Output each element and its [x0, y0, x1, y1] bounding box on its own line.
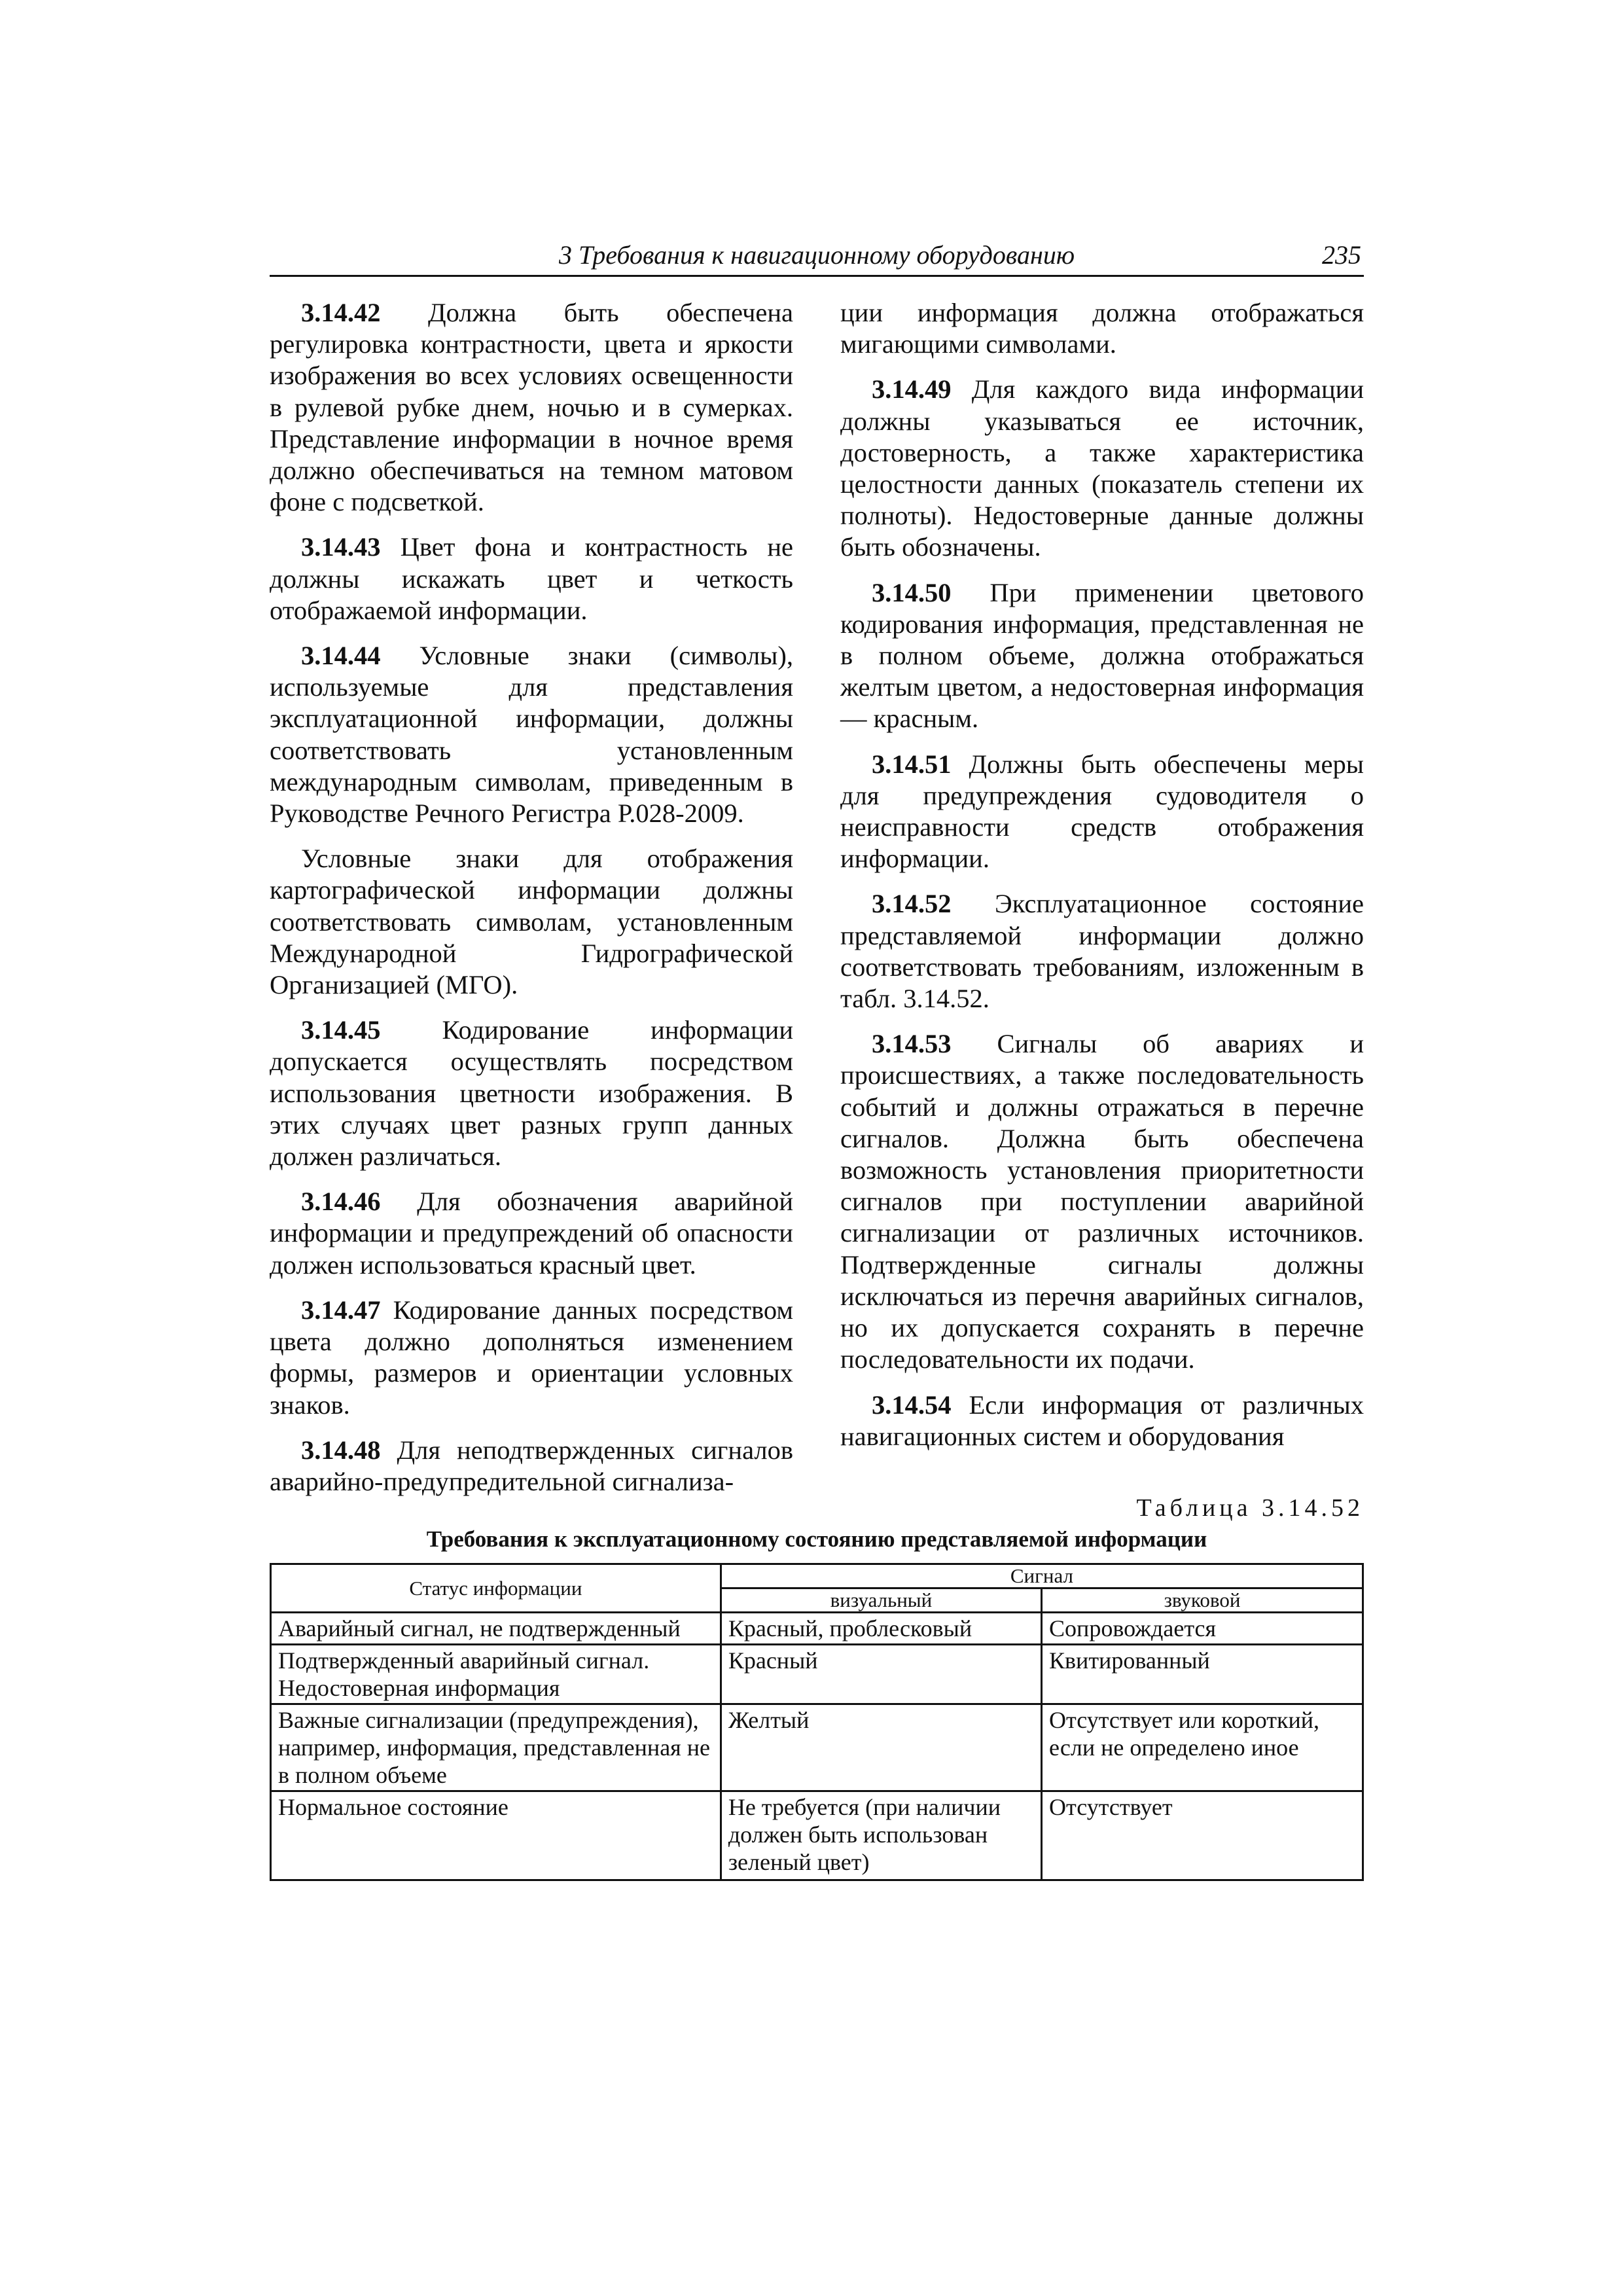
paragraph [270, 1014, 793, 1172]
cell-status: Подтвержденный аварийный сигнал. Недостоверная информация [271, 1645, 721, 1704]
clause-number: 3.14.52 [872, 889, 952, 919]
paragraph-text: Для неподтвержденных сигналов аварийно-предупредительной сигнализа- [270, 1435, 793, 1496]
header-signal: Сигнал [721, 1564, 1363, 1588]
paragraph [270, 531, 793, 626]
paragraph-text: Условные знаки (символы), используемые для представления эксплуатационной информации, должны соответствовать установленным международным символам, приведенным в Руководстве Речного Регистра Р.028-2009. [270, 641, 793, 829]
clause-number: 3.14.48 [301, 1435, 381, 1465]
running-header [270, 237, 1364, 277]
clause-number: 3.14.47 [301, 1295, 381, 1325]
header-visual: визуальный [721, 1588, 1041, 1613]
cell-visual: Красный [721, 1645, 1041, 1704]
paragraph-text: Условные знаки для отображения картографической информации должны соответствовать символам, установленным Международной Гидрографической Организацией (МГО). [270, 844, 793, 1000]
paragraph-text: Цвет фона и контрастность не должны искажать цвет и четкость отображаемой информации. [270, 532, 793, 625]
table-row [271, 1645, 1363, 1704]
paragraph [840, 888, 1364, 1014]
cell-status: Важные сигнализации (предупреждения), например, информация, представленная не в полном объеме [271, 1704, 721, 1791]
paragraph-text: Эксплуатационное состояние представляемой информации должно соответствовать требованиям, изложенным в табл. 3.14.52. [840, 889, 1364, 1014]
paragraph [270, 1295, 793, 1421]
paragraph-text: Для каждого вида информации должны указываться ее источник, достоверность, а также характеристика целостности данных (показатель степени их полноты). Недостоверные данные должны быть обозначены. [840, 374, 1364, 562]
paragraph [840, 374, 1364, 563]
paragraph-text: Кодирование информации допускается осуществлять посредством использования цветности изображения. В этих случаях цвет разных групп данных должен различаться. [270, 1015, 793, 1172]
paragraph-text: При применении цветового кодирования информация, представленная не в полном объеме, должна отображаться желтым цветом, а недостоверная информация — красным. [840, 577, 1364, 734]
page-number: 235 [1322, 240, 1361, 270]
table-row [271, 1791, 1363, 1880]
paragraph-text: ции информация должна отображаться мигающими символами. [840, 298, 1364, 359]
paragraph [270, 1186, 793, 1281]
table-title: Требования к эксплуатационному состоянию представляемой информации [426, 1526, 1207, 1552]
clause-number: 3.14.50 [872, 577, 952, 607]
clause-number: 3.14.51 [872, 749, 952, 779]
paragraph [840, 749, 1364, 875]
paragraph-text: Кодирование данных посредством цвета должно дополняться изменением формы, размеров и ориентации условных знаков. [270, 1295, 793, 1420]
clause-number: 3.14.42 [301, 298, 381, 327]
paragraph [270, 1435, 793, 1498]
paragraph [270, 297, 793, 518]
cell-visual: Красный, проблесковый [721, 1613, 1041, 1645]
paragraph [270, 843, 793, 1001]
table-caption: Таблица 3.14.52 [1136, 1494, 1364, 1522]
clause-number: 3.14.54 [872, 1390, 952, 1420]
cell-audio: Сопровождается [1042, 1613, 1363, 1645]
cell-status: Аварийный сигнал, не подтвержденный [271, 1613, 721, 1645]
cell-audio: Отсутствует или короткий, если не определено иное [1042, 1704, 1363, 1791]
clause-number: 3.14.44 [301, 641, 381, 671]
cell-visual: Не требуется (при наличии должен быть использован зеленый цвет) [721, 1791, 1041, 1880]
paragraph-text: Должна быть обеспечена регулировка контрастности, цвета и яркости изображения во всех условиях освещенности в рулевой рубке днем, ночью и в сумерках. Представление информации в ночное время должно обеспечиваться на темном матовом фоне с подсветкой. [270, 298, 793, 517]
paragraph-text: Сигналы об авариях и происшествиях, а также последовательность событий и должны отражаться в перечне сигналов. Должна быть обеспечена возможность установления приоритетности сигналов при поступлении аварийной сигнализации от различных источников. Подтвержденные сигналы должны исключаться из перечня аварийных сигналов, но их допускается сохранять в перечне последовательности их подачи. [840, 1029, 1364, 1374]
header-status: Статус информации [271, 1564, 721, 1613]
paragraph [840, 577, 1364, 735]
clause-number: 3.14.49 [872, 374, 952, 404]
paragraph [840, 1028, 1364, 1375]
header-title: 3 Требования к навигационному оборудованию [558, 240, 1075, 270]
right-column [840, 297, 1364, 1466]
paragraph [840, 1390, 1364, 1452]
cell-visual: Желтый [721, 1704, 1041, 1791]
clause-number: 3.14.43 [301, 532, 381, 562]
cell-audio: Квитированный [1042, 1645, 1363, 1704]
clause-number: 3.14.45 [301, 1015, 381, 1045]
left-column [270, 297, 793, 1511]
requirements-table [270, 1563, 1364, 1881]
paragraph-text: Должны быть обеспечены меры для предупреждения судоводителя о неисправности средств отображения информации. [840, 749, 1364, 874]
cell-audio: Отсутствует [1042, 1791, 1363, 1880]
header-audio: звуковой [1042, 1588, 1363, 1613]
clause-number: 3.14.53 [872, 1029, 952, 1059]
clause-number: 3.14.46 [301, 1187, 381, 1217]
paragraph [270, 640, 793, 829]
paragraph [840, 297, 1364, 360]
table-row [271, 1613, 1363, 1645]
table-row [271, 1704, 1363, 1791]
paragraph-text: Для обозначения аварийной информации и предупреждений об опасности должен использоваться красный цвет. [270, 1187, 793, 1280]
cell-status: Нормальное состояние [271, 1791, 721, 1880]
paragraph-text: Если информация от различных навигационных систем и оборудования [840, 1390, 1364, 1451]
table-header-row [271, 1564, 1363, 1588]
